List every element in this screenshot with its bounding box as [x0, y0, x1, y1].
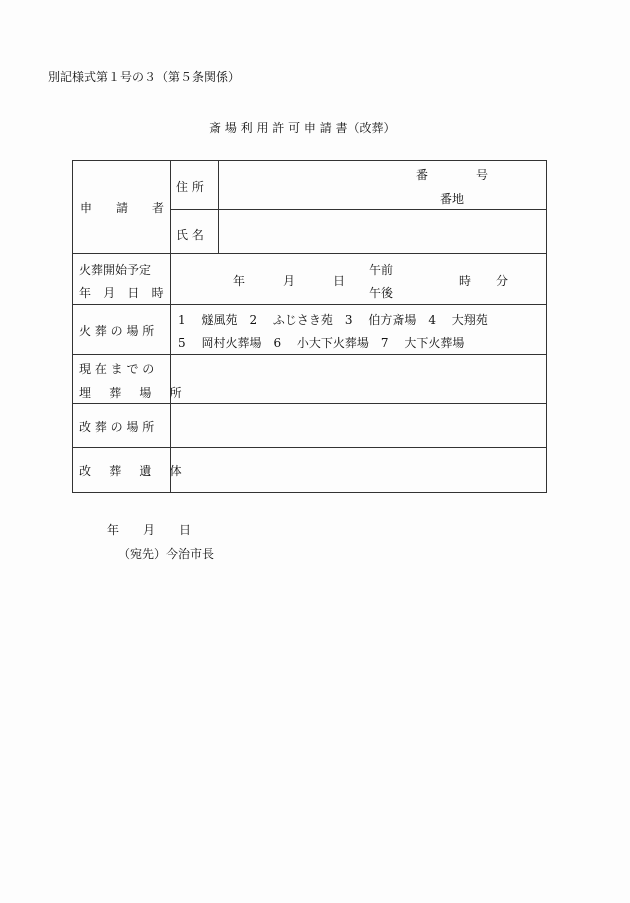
schedule-label-1: 火葬開始予定	[79, 263, 152, 277]
banchi-label: 番地	[440, 192, 465, 206]
am-label: 午前	[369, 263, 394, 277]
cremation-place-options-1: 1 燧風苑 2 ふじさき苑 3 伯方斎場 4 大翔苑	[178, 313, 488, 327]
cremation-place-options-2: 5 岡村火葬場 6 小大下火葬場 7 大下火葬場	[178, 336, 465, 350]
minute-label: 分	[496, 274, 509, 288]
current-burial-label-1: 現 在 ま で の	[79, 362, 155, 376]
date-line: 年 月 日	[107, 523, 192, 537]
reburial-remains-label: 改 葬 遺 体	[79, 464, 189, 478]
banchi-kou-label: 番 号	[416, 168, 489, 182]
name-label: 氏 名	[176, 228, 204, 242]
year-label: 年	[233, 274, 246, 288]
schedule-label-2: 年 月 日 時	[79, 286, 168, 300]
current-burial-label-2: 埋 葬 場 所	[79, 386, 189, 400]
applicant-label: 申 請 者	[80, 201, 165, 215]
month-label: 月	[283, 274, 296, 288]
address-label: 住 所	[176, 180, 204, 194]
form-title: 斎 場 利 用 許 可 申 請 書（改葬）	[209, 121, 396, 135]
form-number: 別記様式第１号の３（第５条関係）	[48, 70, 241, 84]
addressee: （宛先）今治市長	[118, 547, 215, 561]
reburial-place-label: 改 葬 の 場 所	[79, 420, 155, 434]
hour-label: 時	[459, 274, 472, 288]
day-label: 日	[333, 274, 346, 288]
name-field[interactable]	[220, 212, 544, 250]
pm-label: 午後	[369, 286, 394, 300]
cremation-place-label: 火 葬 の 場 所	[79, 324, 155, 338]
